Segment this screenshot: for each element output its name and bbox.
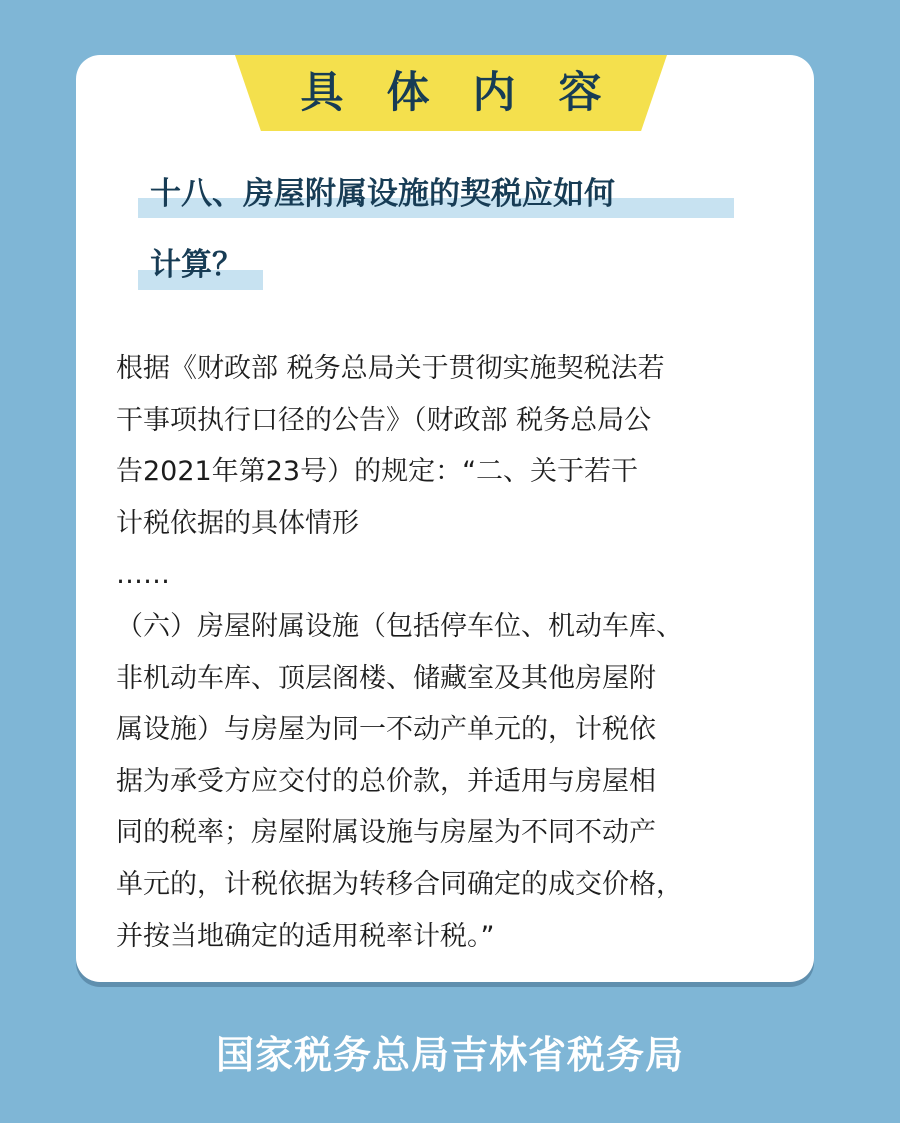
question-heading-line: 计算？ (150, 247, 243, 283)
footer-organization: 国家税务总局吉林省税务局 (215, 1033, 684, 1077)
answer-line: 根据《财政部 税务总局关于贯彻实施契税法若 (116, 353, 665, 384)
answer-line: （六）房屋附属设施（包括停车位、机动车库、 (116, 610, 683, 642)
answer-line: 计税依据的具体情形 (116, 507, 359, 539)
answer-line: 同的税率；房屋附属设施与房屋为不同不动产 (116, 817, 656, 849)
answer-line: 单元的，计税依据为转移合同确定的成交价格， (116, 868, 683, 900)
answer-line: 并按当地确定的适用税率计税。” (116, 920, 495, 952)
answer-line: 非机动车库、顶层阁楼、储藏室及其他房屋附 (116, 662, 656, 694)
answer-line: 属设施）与房屋为同一不动产单元的，计税依 (116, 714, 656, 746)
answer-line: 据为承受方应交付的总价款，并适用与房屋相 (116, 765, 656, 797)
section-title: 具 体 内 容 (300, 68, 616, 118)
answer-line: …… (116, 559, 170, 591)
answer-body (116, 343, 786, 962)
answer-line: 干事项执行口径的公告》（财政部 税务总局公 (116, 404, 652, 436)
question-heading-line: 十八、房屋附属设施的契税应如何 (150, 176, 615, 212)
answer-line: 告2021年第23号）的规定：“二、关于若干 (116, 456, 639, 488)
